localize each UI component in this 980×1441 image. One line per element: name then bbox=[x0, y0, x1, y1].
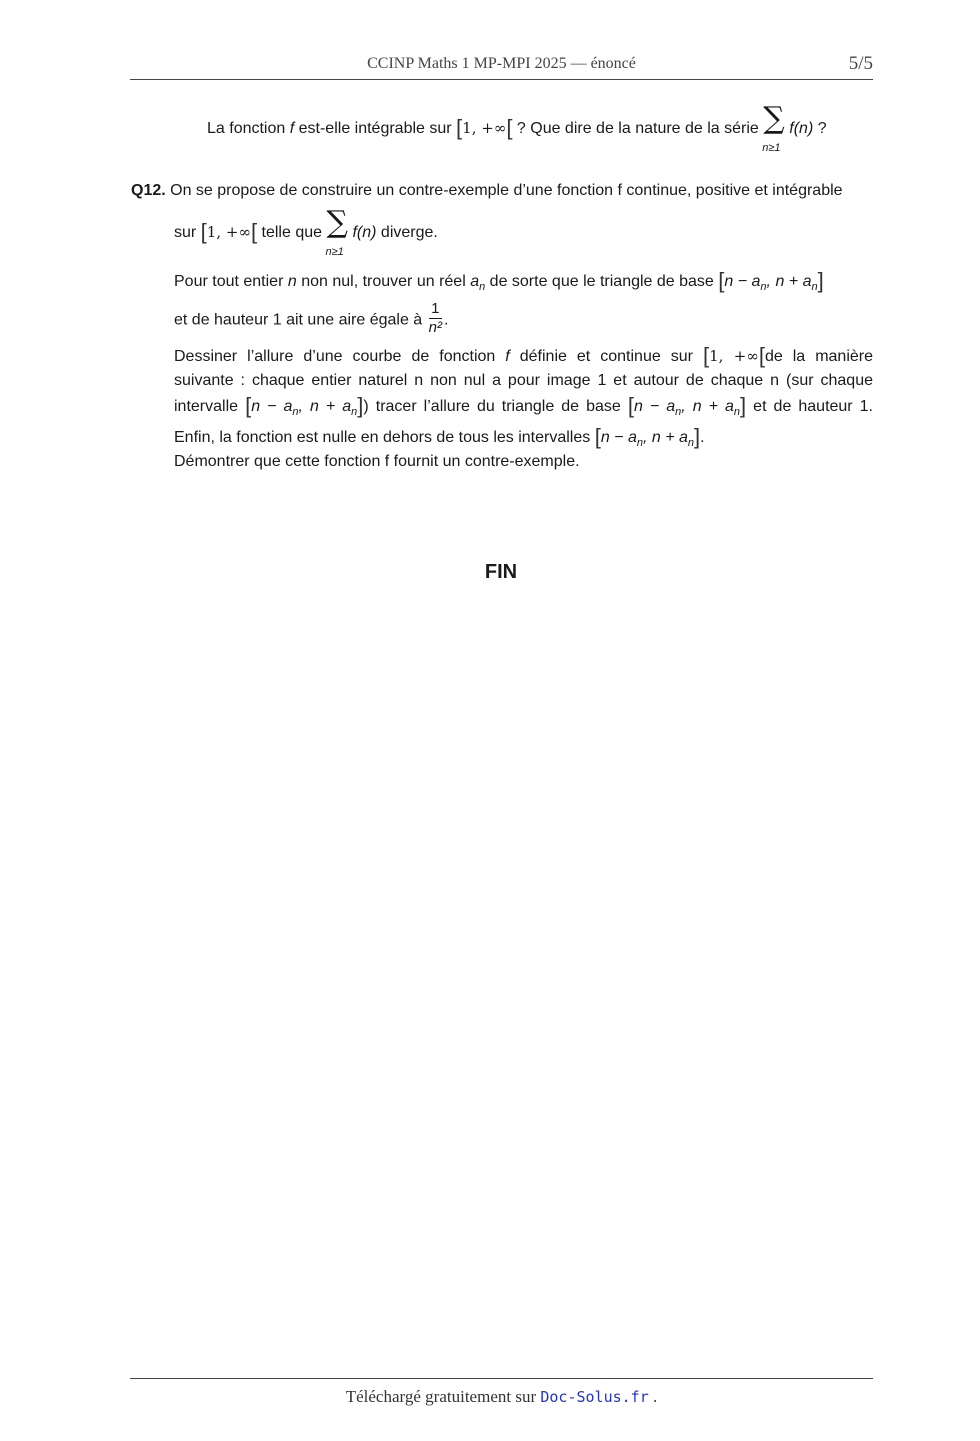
sum-symbol: ∑ n≥1 bbox=[762, 101, 785, 154]
fraction: $\frac{1}{\text{n²}}$ bbox=[428, 300, 442, 336]
question-label: Q12. bbox=[131, 182, 166, 199]
q12-line-5: Dessiner l’allure d’une courbe de fonction f définie et continue sur [1, +∞[de la manière bbox=[174, 343, 873, 368]
q11-question-line: La fonction f est-elle intégrable sur [1, +∞[ ? Que dire de la nature de la série ∑ n≥1 f(n) ? bbox=[207, 101, 827, 154]
page-number: 5/5 bbox=[848, 53, 873, 74]
sum-symbol: ∑ n≥1 bbox=[325, 205, 348, 258]
q12-line-2: sur [1, +∞[ telle que ∑ n≥1 f(n) diverge. bbox=[174, 205, 438, 258]
q12-first-line: Q12. On se propose de construire un contre-exemple d’une fonction f continue, positive et intégrable bbox=[131, 182, 843, 199]
q12-line-7: intervalle [$n - a_n$, $n + a_n$]) tracer l’allure du triangle de base [$n - a_n$, $n + a_n$] et de hauteur 1. bbox=[174, 393, 873, 418]
q12-line-9: Démontrer que cette fonction f fournit un contre-exemple. bbox=[174, 453, 580, 470]
end-marker: FIN bbox=[484, 561, 518, 583]
q12-line-8: Enfin, la fonction est nulle en dehors de tous les intervalles [$n - a_n$, $n + a_n$]. bbox=[174, 424, 705, 449]
interval-text: 1, +∞ bbox=[462, 119, 507, 137]
page-header bbox=[130, 55, 873, 80]
document-title: CCINP Maths 1 MP-MPI 2025 — énoncé bbox=[367, 55, 636, 72]
q12-line-6: suivante : chaque entier naturel n non nul a pour image 1 et autour de chaque n (sur chaque bbox=[174, 372, 873, 389]
q12-line-4: et de hauteur 1 ait une aire égale à $\frac{1}{\text{n²}}$ . bbox=[174, 300, 449, 336]
page-footer: Téléchargé gratuitement sur Doc-Solus.fr . bbox=[130, 1378, 873, 1407]
site-link[interactable]: Doc-Solus.fr bbox=[540, 1388, 649, 1406]
q12-line-3: Pour tout entier n non nul, trouver un réel $a_n$ de sorte que le triangle de base [$n - a_n$, $n + a_n$] bbox=[174, 268, 824, 293]
